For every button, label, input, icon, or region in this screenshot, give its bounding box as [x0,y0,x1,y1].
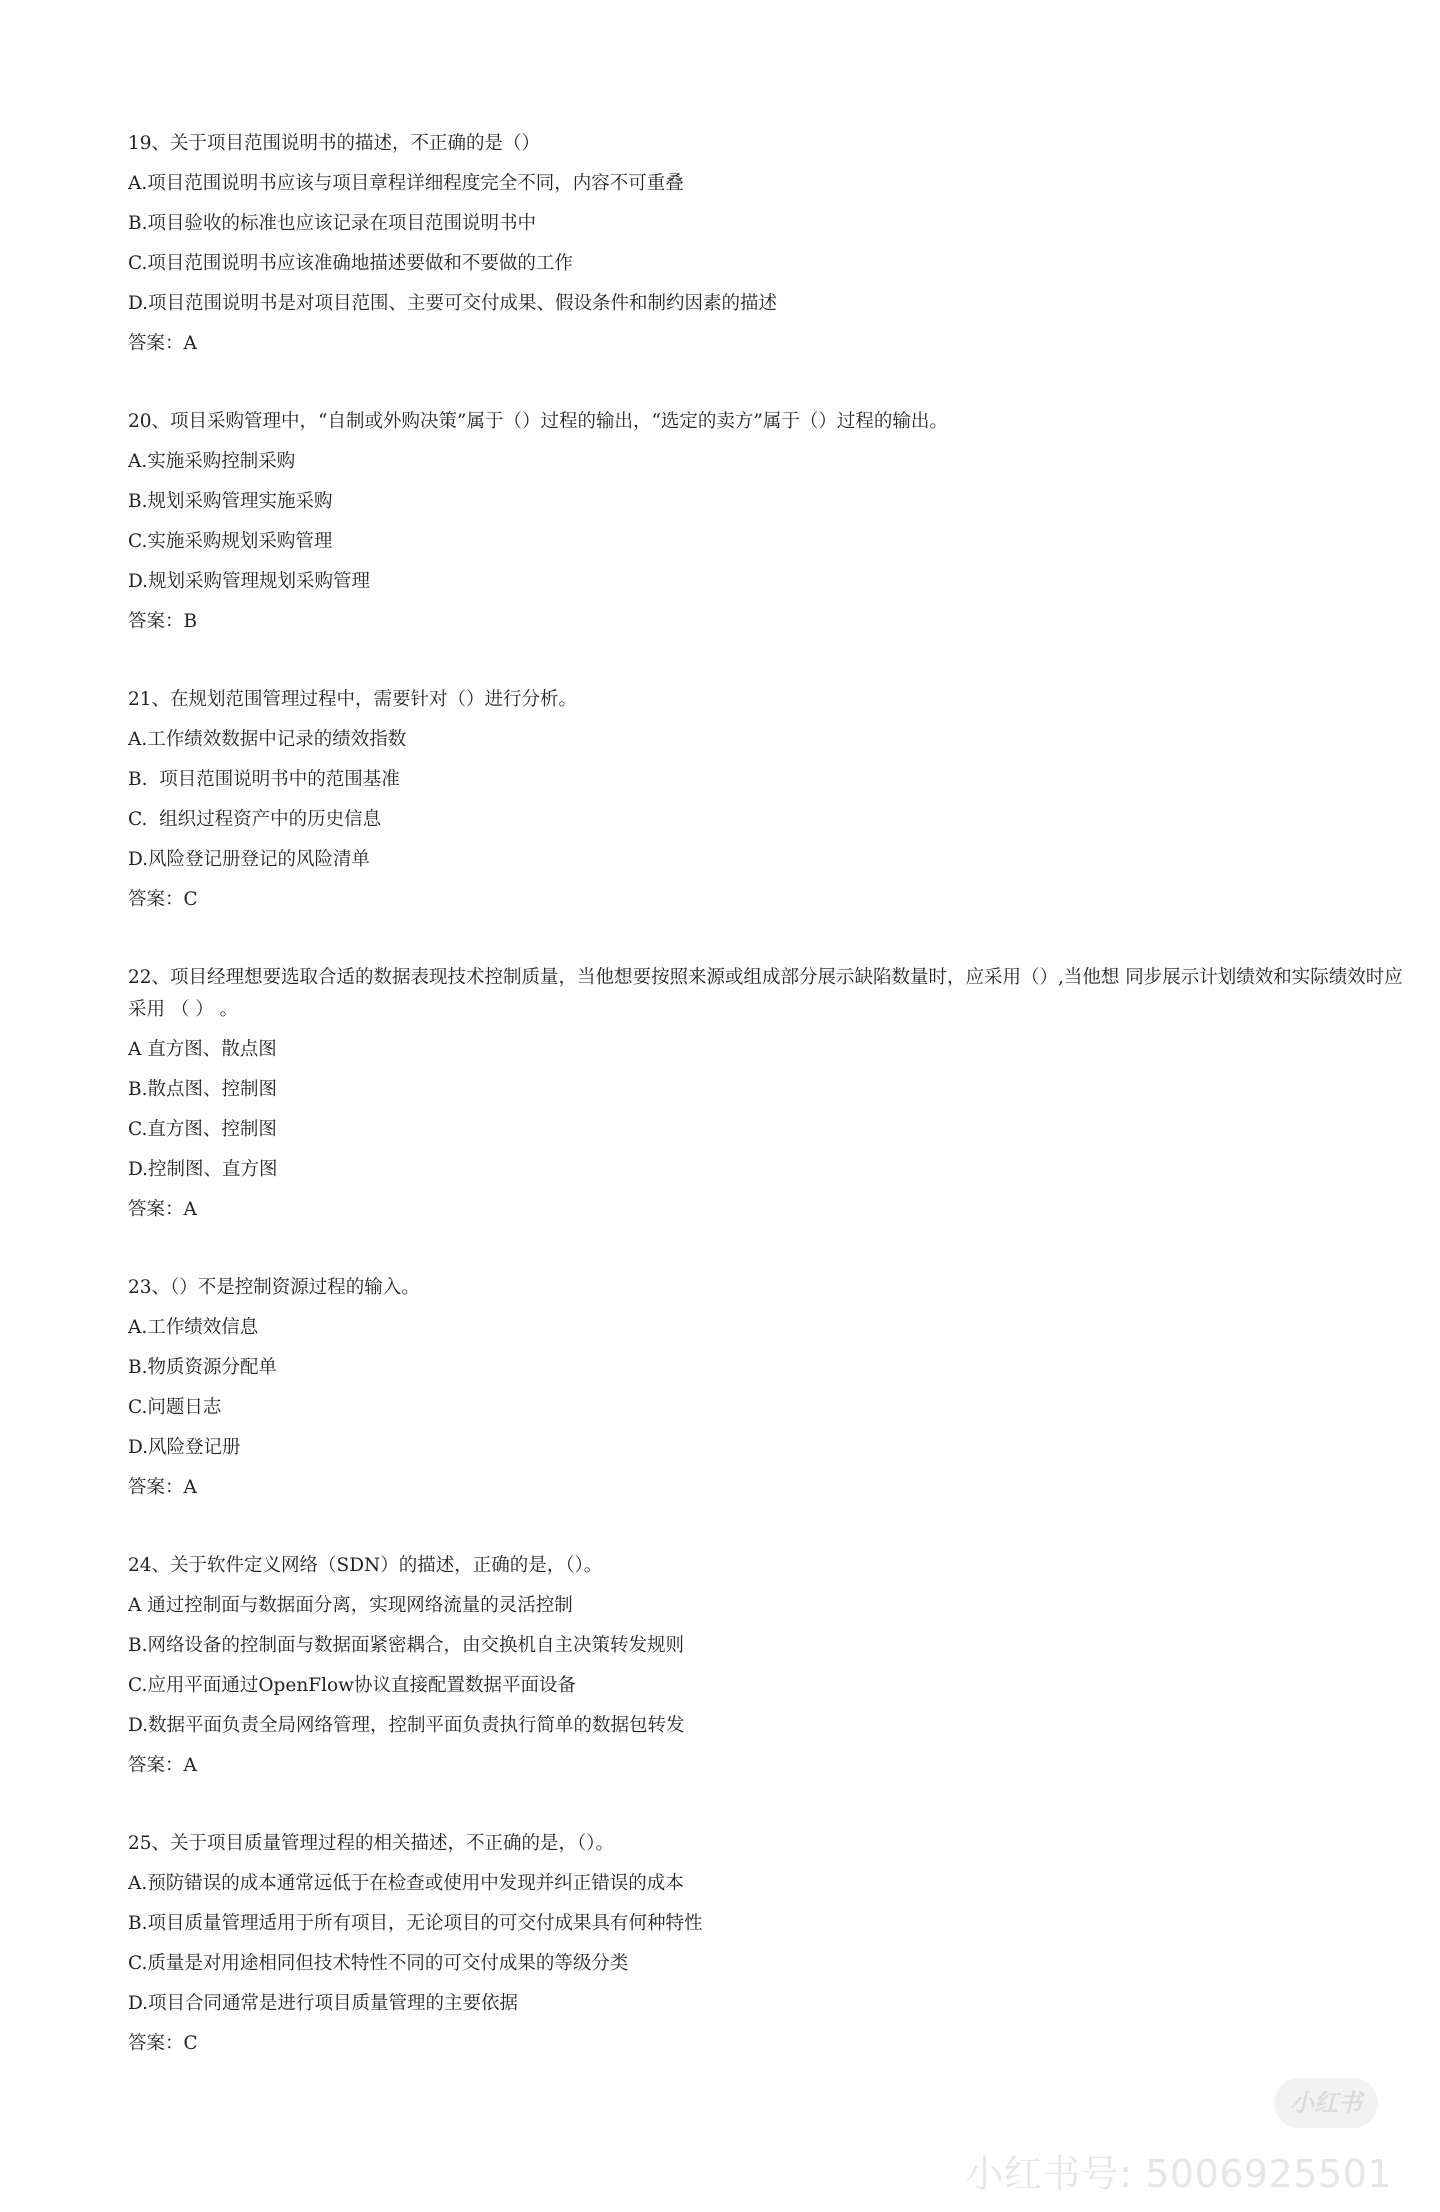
option-a: A.工作绩效信息 [128,1317,259,1338]
watermark-logo: 小红书 [1274,2078,1378,2128]
option-a: A.预防错误的成本通常远低于在检查或使用中发现并纠正错误的成本 [128,1873,684,1894]
option-b: B.项目质量管理适用于所有项目，无论项目的可交付成果具有何种特性 [128,1913,703,1934]
question-stem: 21、在规划范围管理过程中，需要针对（）进行分析。 [128,689,578,710]
option-c: C. 组织过程资产中的历史信息 [128,809,382,830]
option-d: D.风险登记册 [128,1437,241,1458]
option-d: D.项目范围说明书是对项目范围、主要可交付成果、假设条件和制约因素的描述 [128,293,778,314]
option-b: B.物质资源分配单 [128,1357,277,1378]
question-stem: 20、项目采购管理中，“自制或外购决策”属于（）过程的输出，“选定的卖方”属于（）过程的输出。 [128,411,948,432]
option-b: B.网络设备的控制面与数据面紧密耦合，由交换机自主决策转发规则 [128,1635,684,1656]
option-a: A.工作绩效数据中记录的绩效指数 [128,729,407,750]
question-23 [128,1268,1418,1508]
answer-line: 答案：A [128,1477,197,1498]
question-stem: 19、关于项目范围说明书的描述，不正确的是（） [128,133,541,154]
answer-line: 答案：B [128,611,198,632]
question-24 [128,1546,1418,1786]
question-19 [128,124,1418,364]
question-21 [128,680,1418,920]
option-c: C.直方图、控制图 [128,1119,277,1140]
option-b: B.散点图、控制图 [128,1079,277,1100]
option-c: C.问题日志 [128,1397,222,1418]
option-c: C.质量是对用途相同但技术特性不同的可交付成果的等级分类 [128,1953,629,1974]
question-stem: 25、关于项目质量管理过程的相关描述，不正确的是，（）。 [128,1833,615,1854]
option-d: D.控制图、直方图 [128,1159,278,1180]
option-d: D.项目合同通常是进行项目质量管理的主要依据 [128,1993,519,2014]
option-a: A 通过控制面与数据面分离，实现网络流量的灵活控制 [128,1595,573,1616]
question-stem: 22、项目经理想要选取合适的数据表现技术控制质量，当他想要按照来源或组成部分展示缺陷数量时，应采用（）,当他想 同步展示计划绩效和实际绩效时应采用 （ ） 。 [128,967,1403,1020]
watermark-id: 小红书号: 5006925501 [965,2152,1392,2196]
option-d: D.数据平面负责全局网络管理，控制平面负责执行简单的数据包转发 [128,1715,685,1736]
option-b: B.规划采购管理实施采购 [128,491,333,512]
option-d: D.风险登记册登记的风险清单 [128,849,371,870]
option-a: A.项目范围说明书应该与项目章程详细程度完全不同，内容不可重叠 [128,173,684,194]
answer-line: 答案：C [128,889,198,910]
question-stem: 24、关于软件定义网络（SDN）的描述，正确的是，（）。 [128,1555,603,1576]
option-b: B. 项目范围说明书中的范围基准 [128,769,400,790]
question-stem: 23、（）不是控制资源过程的输入。 [128,1277,420,1298]
option-b: B.项目验收的标准也应该记录在项目范围说明书中 [128,213,536,234]
answer-line: 答案：A [128,333,197,354]
option-c: C.实施采购规划采购管理 [128,531,333,552]
question-list [128,124,1418,2102]
question-20 [128,402,1418,642]
option-a: A.实施采购控制采购 [128,451,296,472]
option-d: D.规划采购管理规划采购管理 [128,571,371,592]
watermark [965,2143,1392,2198]
answer-line: 答案：A [128,1199,197,1220]
option-c: C.项目范围说明书应该准确地描述要做和不要做的工作 [128,253,573,274]
answer-line: 答案：C [128,2033,198,2054]
answer-line: 答案：A [128,1755,197,1776]
question-25 [128,1824,1418,2064]
question-22 [128,958,1418,1230]
option-c: C.应用平面通过OpenFlow协议直接配置数据平面设备 [128,1675,576,1696]
option-a: A 直方图、散点图 [128,1039,277,1060]
